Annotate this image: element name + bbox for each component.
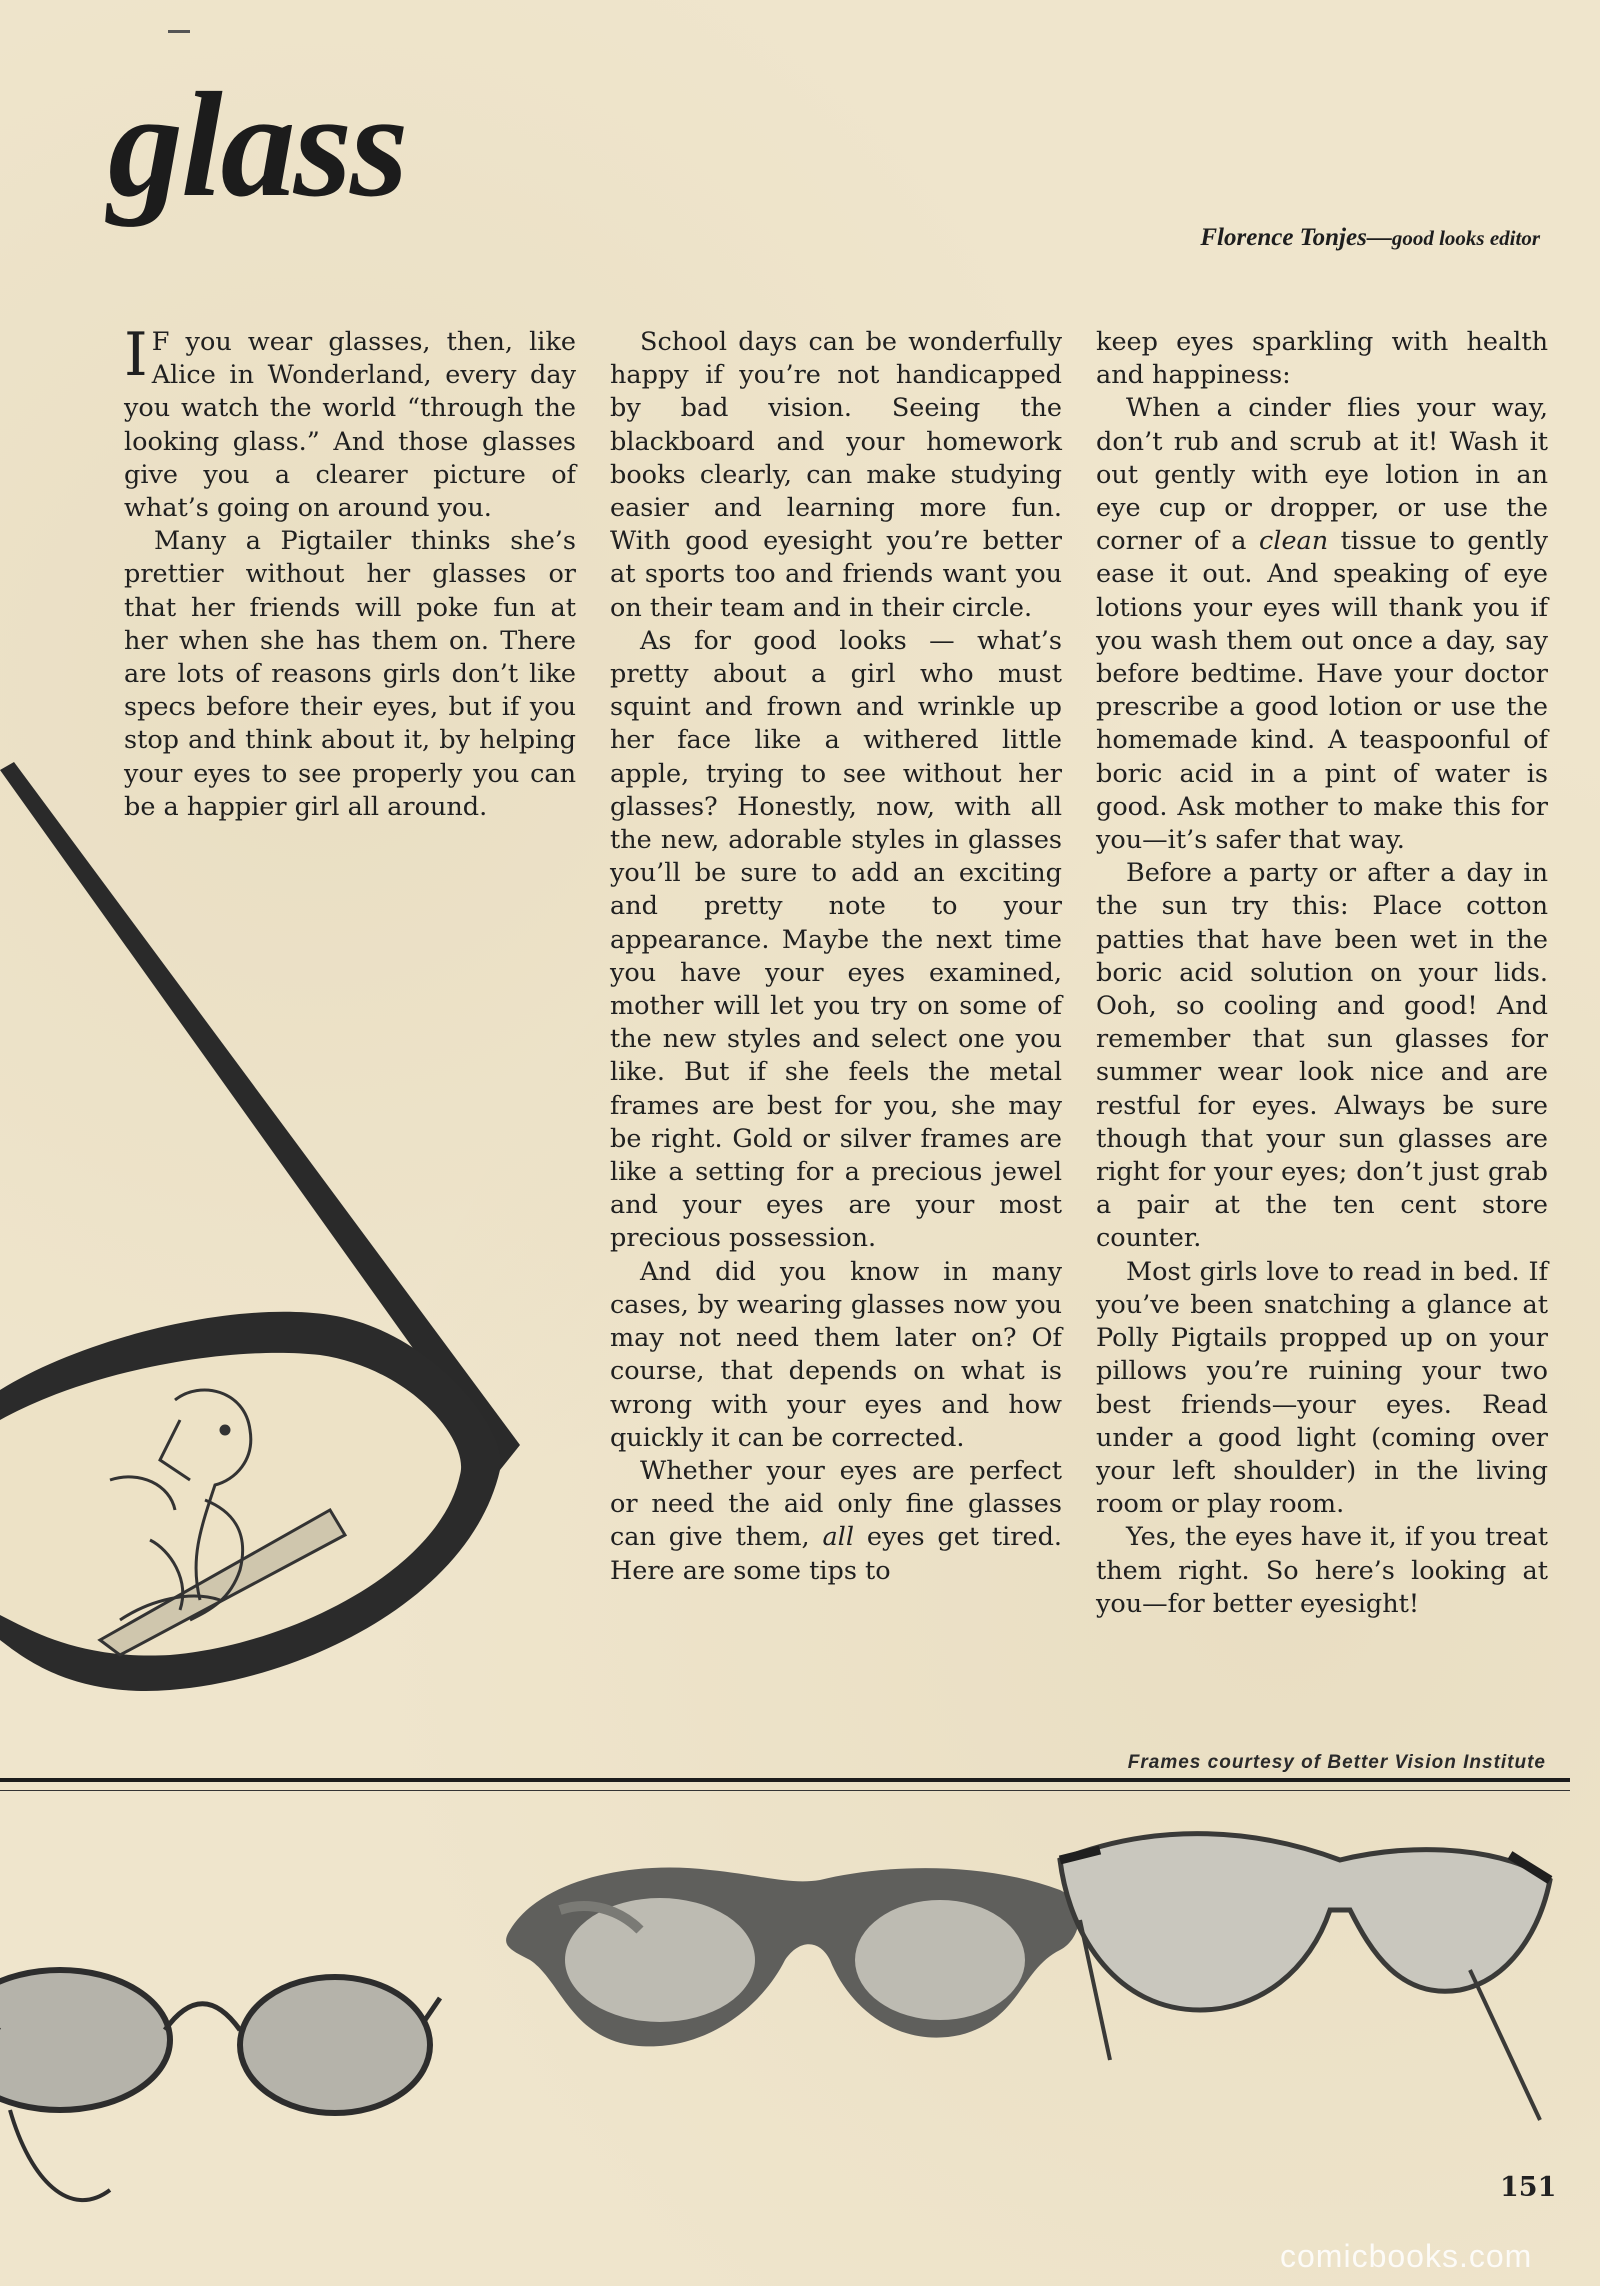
wire-frame-glasses [0,1960,460,2260]
paragraph: keep eyes sparkling with health and happiness: [1096,327,1548,391]
paragraph-text: eyes get tired. Here are some tips to [610,1522,1062,1586]
paragraph-text: Whether your eyes are perfect or need the aid only fine glasses can give them, [610,1455,1062,1553]
article-column-1 [124,320,576,824]
byline-author: Florence Tonjes— [1200,224,1392,251]
paragraph [610,1455,1062,1588]
paragraph: And did you know in many cases, by wearing glasses now you may not need them later on? Of course, that depends on what is wrong with your eyes and how quickly it can be corrected. [610,1256,1062,1453]
paragraph-text: When a cinder flies your way, don’t rub and scrub at it! Wash it out gently with eye lotion in an eye cup or dropper, or use the corner of a [1096,393,1548,557]
emphasis: all [822,1522,854,1553]
paragraph [1096,392,1548,857]
cat-eye-glasses [500,1820,1100,2070]
watermark: comicbooks.com [1280,2238,1533,2274]
paragraph-text: F you wear glasses, then, like Alice in Wonderland, every day you watch the world “through the looking glass.” And those glasses give you a clearer picture of what’s going on around you. [124,327,576,524]
photo-credit: Frames courtesy of Better Vision Institute [1127,1752,1546,1773]
page-title: glass [108,62,407,228]
article-column-3 [1096,326,1548,1621]
paragraph: Most girls love to read in bed. If you’ve been snatching a glance at Polly Pigtails propped up on your pillows you’re ruining your two best friends—your eyes. Read under a good light (coming over your left shoulder) in the living room or play room. [1096,1256,1548,1520]
drop-cap: I [124,320,148,390]
paragraph: Before a party or after a day in the sun try this: Place cotton patties that have been wet in the boric acid solution on your lids. Ooh, so cooling and good! And remember that sun glasses for summer wear look nice and are restful for eyes. Always be sure though that your sun glasses are right for your eyes; don’t just grab a pair at the ten cent store counter. [1096,858,1548,1254]
byline-role: good looks editor [1391,226,1540,250]
paragraph: Many a Pigtailer thinks she’s prettier without her glasses or that her friends will poke fun at her when she has them on. There are lots of reasons girls don’t like specs before their eyes, but if you stop and think about it, by helping your eyes to see properly you can be a happier girl all around. [124,526,576,822]
paragraph: As for good looks — what’s pretty about a girl who must squint and frown and wrinkle up her face like a withered little apple, trying to see without her glasses? Honestly, now, with all the new, adorable styles in glasses you’ll be sure to add an exciting and pretty note to your appearance. Maybe the next time you have your eyes examined, mother will let you try on some of the new styles and select one you like. But if she feels the metal frames are best for you, she may be right. Gold or silver frames are like a setting for a precious jewel and your eyes are your most precious possession. [610,625,1062,1254]
paragraph: School days can be wonderfully happy if you’re not handicapped by bad vision. Seeing the blackboard and your homework books clearly, can make studying easier and learning more fun. With good eyesight you’re better at sports too and friends want you on their team and in their circle. [610,327,1062,623]
paragraph-text: tissue to gently ease it out. And speaking of eye lotions your eyes will thank you if you wash them out once a day, say before bedtime. Have your doctor prescribe a good lotion or use the homemade kind. A teaspoonful of boric acid in a pint of water is good. Ask mother to make this for you—it’s safer that way. [1096,526,1548,856]
glasses-illustration [0,740,560,1690]
paragraph [124,320,576,525]
paragraph: Yes, the eyes have it, if you treat them right. So here’s looking at you—for better eyesight! [1096,1522,1548,1619]
divider-rule [0,1778,1570,1782]
emphasis: clean [1259,526,1329,557]
header-dash [168,30,190,33]
page-number: 151 [1500,2172,1557,2203]
article-column-2 [610,326,1062,1588]
byline [1000,224,1540,252]
clear-frame-glasses [1040,1800,1560,2120]
divider-rule-thin [0,1790,1570,1791]
